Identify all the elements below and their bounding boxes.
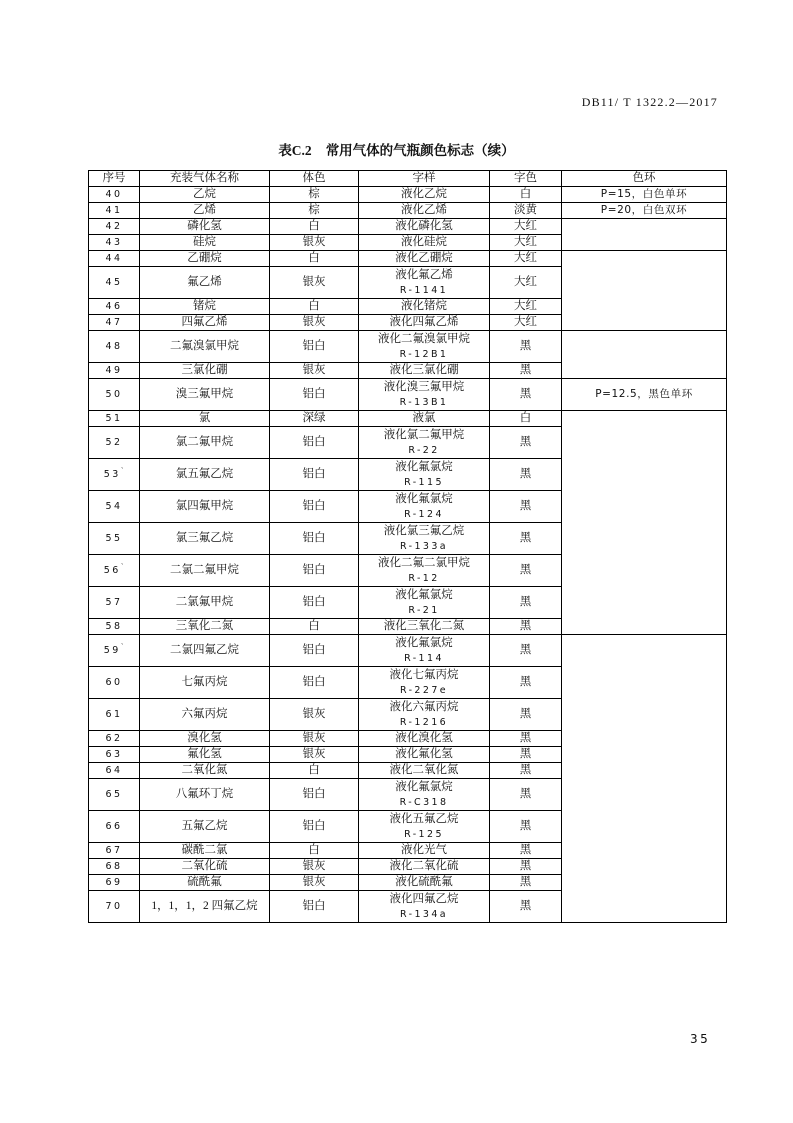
gas-name-cell: 乙烷 — [140, 187, 270, 203]
refrigerant-code: R-C318 — [399, 796, 449, 808]
gas-name-cell: 三氯化硼 — [140, 363, 270, 379]
gas-name-cell: 二氧化氮 — [140, 763, 270, 779]
refrigerant-code: R-1216 — [399, 716, 449, 728]
color-ring-text: P=15，白色单环 — [600, 188, 688, 200]
serial-number: 68 — [105, 861, 123, 872]
serial-number-cell — [89, 779, 140, 811]
refrigerant-code: R-125 — [404, 828, 444, 840]
marking-text: 液化乙烷 — [401, 188, 447, 200]
marking-cell — [359, 299, 490, 315]
serial-number-cell — [89, 747, 140, 763]
column-header-serial: 序号 — [89, 171, 140, 187]
gas-name-cell: 氯二氟甲烷 — [140, 427, 270, 459]
serial-number: 51 — [105, 413, 123, 424]
text-color-cell: 黑 — [490, 859, 562, 875]
marking-text: 液化氯三氟乙烷 — [383, 524, 465, 537]
body-color-cell: 铝白 — [270, 891, 359, 923]
serial-number: 53 — [103, 469, 121, 480]
serial-number-cell — [89, 699, 140, 731]
marking-cell — [359, 379, 490, 411]
serial-number: 45 — [105, 277, 123, 288]
gas-name-cell: 二氯二氟甲烷 — [140, 555, 270, 587]
marking-cell — [359, 587, 490, 619]
text-color-cell: 黑 — [490, 619, 562, 635]
marking-cell — [359, 363, 490, 379]
gas-name-cell: 硅烷 — [140, 235, 270, 251]
serial-number: 66 — [105, 821, 123, 832]
color-ring-cell — [562, 219, 727, 251]
serial-number: 46 — [105, 301, 123, 312]
body-color-cell: 铝白 — [270, 667, 359, 699]
serial-number: 44 — [105, 253, 123, 264]
marking-cell — [359, 619, 490, 635]
text-color-cell: 黑 — [490, 491, 562, 523]
table-row — [89, 203, 727, 219]
gas-name-cell: 溴化氢 — [140, 731, 270, 747]
body-color-cell: 铝白 — [270, 379, 359, 411]
serial-number: 70 — [105, 901, 123, 912]
serial-number: 54 — [105, 501, 123, 512]
refrigerant-code: R-227e — [399, 684, 449, 696]
refrigerant-code: R-1141 — [399, 284, 449, 296]
gas-name-cell: 磷化氢 — [140, 219, 270, 235]
table-row — [89, 187, 727, 203]
gas-name-cell: 二氟溴氯甲烷 — [140, 331, 270, 363]
color-ring-text: P=12.5，黑色单环 — [595, 388, 693, 400]
gas-name-cell: 乙烯 — [140, 203, 270, 219]
marking-cell — [359, 667, 490, 699]
serial-number-cell — [89, 267, 140, 299]
serial-number-cell — [89, 523, 140, 555]
marking-text: 液化乙烯 — [401, 204, 447, 216]
marking-text: 液化硫酰氟 — [395, 876, 453, 888]
serial-number: 58 — [105, 621, 123, 632]
marking-text: 液化氯二氟甲烷 — [383, 428, 465, 441]
text-color-cell: 黑 — [490, 875, 562, 891]
marking-text: 液氯 — [412, 412, 436, 424]
serial-number: 56 — [103, 565, 121, 576]
marking-text: 液化六氟丙烷 — [389, 700, 459, 713]
gas-name-cell: 碳酰二氯 — [140, 843, 270, 859]
table-row — [89, 379, 727, 411]
body-color-cell: 铝白 — [270, 427, 359, 459]
gas-name-cell: 氯 — [140, 411, 270, 427]
table-header-row — [89, 171, 727, 187]
text-color-cell: 黑 — [490, 843, 562, 859]
table-caption-title: 常用气体的气瓶颜色标志（续） — [325, 143, 515, 158]
serial-number: 60 — [105, 677, 123, 688]
serial-number: 67 — [105, 845, 123, 856]
marking-text: 液化七氟丙烷 — [389, 668, 459, 681]
body-color-cell: 白 — [270, 219, 359, 235]
text-color-cell: 黑 — [490, 379, 562, 411]
body-color-cell: 铝白 — [270, 811, 359, 843]
serial-number: 59 — [103, 645, 121, 656]
marking-cell — [359, 235, 490, 251]
serial-number: 47 — [105, 317, 123, 328]
color-ring-cell — [562, 411, 727, 635]
marking-text: 液化溴化氢 — [395, 732, 453, 744]
gas-name-cell: 锗烷 — [140, 299, 270, 315]
serial-number: 49 — [105, 365, 123, 376]
text-color-cell: 黑 — [490, 779, 562, 811]
gas-name-cell: 溴三氟甲烷 — [140, 379, 270, 411]
text-color-cell: 大红 — [490, 219, 562, 235]
serial-number: 57 — [105, 597, 123, 608]
gas-name-cell: 四氟乙烯 — [140, 315, 270, 331]
table-caption-label: 表C.2 — [278, 143, 312, 158]
body-color-cell: 银灰 — [270, 363, 359, 379]
column-header-gas-name: 充装气体名称 — [140, 171, 270, 187]
serial-number-cell — [89, 187, 140, 203]
serial-number-cell — [89, 811, 140, 843]
body-color-cell: 白 — [270, 843, 359, 859]
serial-number: 63 — [105, 749, 123, 760]
gas-cylinder-color-table — [88, 170, 727, 923]
marking-text: 液化五氟乙烷 — [389, 812, 459, 825]
gas-name-cell: 六氟丙烷 — [140, 699, 270, 731]
serial-number-cell — [89, 891, 140, 923]
text-color-cell: 黑 — [490, 587, 562, 619]
text-color-cell: 黑 — [490, 699, 562, 731]
serial-number-cell — [89, 619, 140, 635]
text-color-cell: 白 — [490, 187, 562, 203]
text-color-cell: 黑 — [490, 459, 562, 491]
body-color-cell: 银灰 — [270, 267, 359, 299]
serial-number: 52 — [105, 437, 123, 448]
marking-text: 液化氟氯烷 — [395, 588, 453, 601]
text-color-cell: 黑 — [490, 331, 562, 363]
marking-text: 液化乙硼烷 — [395, 252, 453, 264]
refrigerant-code: R-115 — [404, 476, 444, 488]
marking-text: 液化锗烷 — [401, 300, 447, 312]
column-header-color-ring: 色环 — [562, 171, 727, 187]
gas-name-cell: 二氯四氟乙烷 — [140, 635, 270, 667]
gas-name-cell: 氯三氟乙烷 — [140, 523, 270, 555]
gas-name-cell: 氯四氟甲烷 — [140, 491, 270, 523]
marking-text: 液化磷化氢 — [395, 220, 453, 232]
text-color-cell: 黑 — [490, 523, 562, 555]
gas-name-cell: 七氟丙烷 — [140, 667, 270, 699]
marking-text: 液化氟氯烷 — [395, 780, 453, 793]
serial-number-cell — [89, 219, 140, 235]
marking-cell — [359, 843, 490, 859]
color-ring-cell — [562, 331, 727, 379]
serial-number-cell — [89, 859, 140, 875]
footnote-mark: ` — [120, 643, 125, 651]
marking-text: 液化氟乙烯 — [395, 268, 453, 281]
body-color-cell: 白 — [270, 299, 359, 315]
serial-number-cell — [89, 843, 140, 859]
marking-cell — [359, 891, 490, 923]
marking-cell — [359, 267, 490, 299]
serial-number: 50 — [105, 389, 123, 400]
refrigerant-code: R-134a — [400, 908, 448, 920]
marking-text: 液化四氟乙烷 — [389, 892, 459, 905]
body-color-cell: 银灰 — [270, 859, 359, 875]
serial-number: 41 — [105, 205, 123, 216]
marking-text: 液化光气 — [401, 844, 447, 856]
serial-number: 55 — [105, 533, 123, 544]
text-color-cell: 大红 — [490, 315, 562, 331]
body-color-cell: 铝白 — [270, 491, 359, 523]
table-row — [89, 219, 727, 235]
marking-cell — [359, 635, 490, 667]
refrigerant-code: R-12B1 — [399, 348, 449, 360]
standard-code: DB11/ T 1322.2—2017 — [581, 95, 718, 109]
marking-cell — [359, 763, 490, 779]
serial-number-cell — [89, 235, 140, 251]
page-number: 35 — [690, 1032, 711, 1046]
text-color-cell: 黑 — [490, 763, 562, 779]
body-color-cell: 棕 — [270, 187, 359, 203]
table-row — [89, 251, 727, 267]
serial-number-cell — [89, 315, 140, 331]
marking-cell — [359, 875, 490, 891]
serial-number-cell — [89, 427, 140, 459]
text-color-cell: 大红 — [490, 251, 562, 267]
serial-number-cell — [89, 379, 140, 411]
marking-cell — [359, 219, 490, 235]
serial-number: 65 — [105, 789, 123, 800]
body-color-cell: 深绿 — [270, 411, 359, 427]
color-ring-cell — [562, 187, 727, 203]
serial-number-cell — [89, 731, 140, 747]
gas-name-cell: 二氯氟甲烷 — [140, 587, 270, 619]
refrigerant-code: R-114 — [404, 652, 444, 664]
serial-number: 48 — [105, 341, 123, 352]
serial-number-cell — [89, 411, 140, 427]
color-ring-cell — [562, 203, 727, 219]
gas-name-cell: 氟化氢 — [140, 747, 270, 763]
serial-number-cell — [89, 459, 140, 491]
gas-name-cell: 1，1，1，2 四氟乙烷 — [140, 891, 270, 923]
serial-number: 43 — [105, 237, 123, 248]
body-color-cell: 白 — [270, 763, 359, 779]
refrigerant-code: R-124 — [404, 508, 444, 520]
serial-number-cell — [89, 587, 140, 619]
marking-cell — [359, 459, 490, 491]
footnote-mark: ` — [120, 467, 125, 475]
body-color-cell: 铝白 — [270, 523, 359, 555]
body-color-cell: 铝白 — [270, 587, 359, 619]
serial-number-cell — [89, 667, 140, 699]
body-color-cell: 银灰 — [270, 315, 359, 331]
serial-number-cell — [89, 875, 140, 891]
text-color-cell: 白 — [490, 411, 562, 427]
serial-number: 64 — [105, 765, 123, 776]
serial-number-cell — [89, 635, 140, 667]
body-color-cell: 银灰 — [270, 235, 359, 251]
marking-cell — [359, 779, 490, 811]
gas-name-cell: 二氧化硫 — [140, 859, 270, 875]
marking-cell — [359, 411, 490, 427]
gas-name-cell: 三氧化二氮 — [140, 619, 270, 635]
serial-number: 42 — [105, 221, 123, 232]
body-color-cell: 银灰 — [270, 731, 359, 747]
table-row — [89, 635, 727, 667]
marking-cell — [359, 251, 490, 267]
body-color-cell: 白 — [270, 251, 359, 267]
color-ring-cell — [562, 379, 727, 411]
serial-number: 61 — [105, 709, 123, 720]
serial-number-cell — [89, 299, 140, 315]
gas-name-cell: 氟乙烯 — [140, 267, 270, 299]
body-color-cell: 铝白 — [270, 331, 359, 363]
gas-name-cell: 五氟乙烷 — [140, 811, 270, 843]
marking-cell — [359, 331, 490, 363]
marking-text: 液化二氟溴氯甲烷 — [378, 332, 470, 345]
serial-number-cell — [89, 363, 140, 379]
table-body — [89, 187, 727, 923]
text-color-cell: 大红 — [490, 299, 562, 315]
body-color-cell: 银灰 — [270, 875, 359, 891]
text-color-cell: 黑 — [490, 363, 562, 379]
body-color-cell: 铝白 — [270, 555, 359, 587]
table-caption — [0, 139, 793, 159]
gas-name-cell: 硫酰氟 — [140, 875, 270, 891]
body-color-cell: 白 — [270, 619, 359, 635]
marking-text: 液化三氯化硼 — [389, 364, 459, 376]
marking-cell — [359, 523, 490, 555]
gas-name-cell: 乙硼烷 — [140, 251, 270, 267]
text-color-cell: 黑 — [490, 667, 562, 699]
body-color-cell: 铝白 — [270, 779, 359, 811]
serial-number-cell — [89, 555, 140, 587]
serial-number-cell — [89, 331, 140, 363]
serial-number-cell — [89, 491, 140, 523]
serial-number: 40 — [105, 189, 123, 200]
body-color-cell: 棕 — [270, 203, 359, 219]
color-ring-cell — [562, 635, 727, 923]
serial-number-cell — [89, 763, 140, 779]
column-header-text-color: 字色 — [490, 171, 562, 187]
marking-cell — [359, 859, 490, 875]
marking-text: 液化氟化氢 — [395, 748, 453, 760]
marking-cell — [359, 491, 490, 523]
marking-text: 液化氟氯烷 — [395, 492, 453, 505]
gas-name-cell: 八氟环丁烷 — [140, 779, 270, 811]
text-color-cell: 大红 — [490, 235, 562, 251]
body-color-cell: 铝白 — [270, 635, 359, 667]
marking-cell — [359, 187, 490, 203]
marking-text: 液化硅烷 — [401, 236, 447, 248]
marking-text: 液化二氧化氮 — [389, 764, 459, 776]
text-color-cell: 黑 — [490, 747, 562, 763]
table-row — [89, 411, 727, 427]
color-ring-text: P=20，白色双环 — [600, 204, 688, 216]
text-color-cell: 大红 — [490, 267, 562, 299]
marking-cell — [359, 699, 490, 731]
text-color-cell: 黑 — [490, 555, 562, 587]
text-color-cell: 淡黄 — [490, 203, 562, 219]
marking-text: 液化三氧化二氮 — [383, 620, 465, 632]
marking-cell — [359, 427, 490, 459]
text-color-cell: 黑 — [490, 427, 562, 459]
refrigerant-code: R-21 — [408, 604, 440, 616]
text-color-cell: 黑 — [490, 731, 562, 747]
marking-cell — [359, 811, 490, 843]
marking-text: 液化二氟二氯甲烷 — [378, 556, 470, 569]
serial-number: 62 — [105, 733, 123, 744]
text-color-cell: 黑 — [490, 635, 562, 667]
refrigerant-code: R-12 — [408, 572, 440, 584]
marking-cell — [359, 315, 490, 331]
color-ring-cell — [562, 251, 727, 331]
column-header-marking: 字样 — [359, 171, 490, 187]
body-color-cell: 银灰 — [270, 747, 359, 763]
column-header-body-color: 体色 — [270, 171, 359, 187]
gas-name-cell: 氯五氟乙烷 — [140, 459, 270, 491]
serial-number-cell — [89, 203, 140, 219]
body-color-cell: 铝白 — [270, 459, 359, 491]
marking-text: 液化溴三氟甲烷 — [383, 380, 465, 393]
refrigerant-code: R-133a — [400, 540, 448, 552]
marking-text: 液化四氟乙烯 — [389, 316, 459, 328]
refrigerant-code: R-13B1 — [399, 396, 449, 408]
table-row — [89, 331, 727, 363]
text-color-cell: 黑 — [490, 891, 562, 923]
body-color-cell: 银灰 — [270, 699, 359, 731]
marking-text: 液化氟氯烷 — [395, 636, 453, 649]
marking-text: 液化二氧化硫 — [389, 860, 459, 872]
refrigerant-code: R-22 — [408, 444, 440, 456]
marking-text: 液化氟氯烷 — [395, 460, 453, 473]
marking-cell — [359, 747, 490, 763]
footnote-mark: ` — [120, 563, 125, 571]
marking-cell — [359, 731, 490, 747]
marking-cell — [359, 203, 490, 219]
text-color-cell: 黑 — [490, 811, 562, 843]
serial-number: 69 — [105, 877, 123, 888]
serial-number-cell — [89, 251, 140, 267]
marking-cell — [359, 555, 490, 587]
